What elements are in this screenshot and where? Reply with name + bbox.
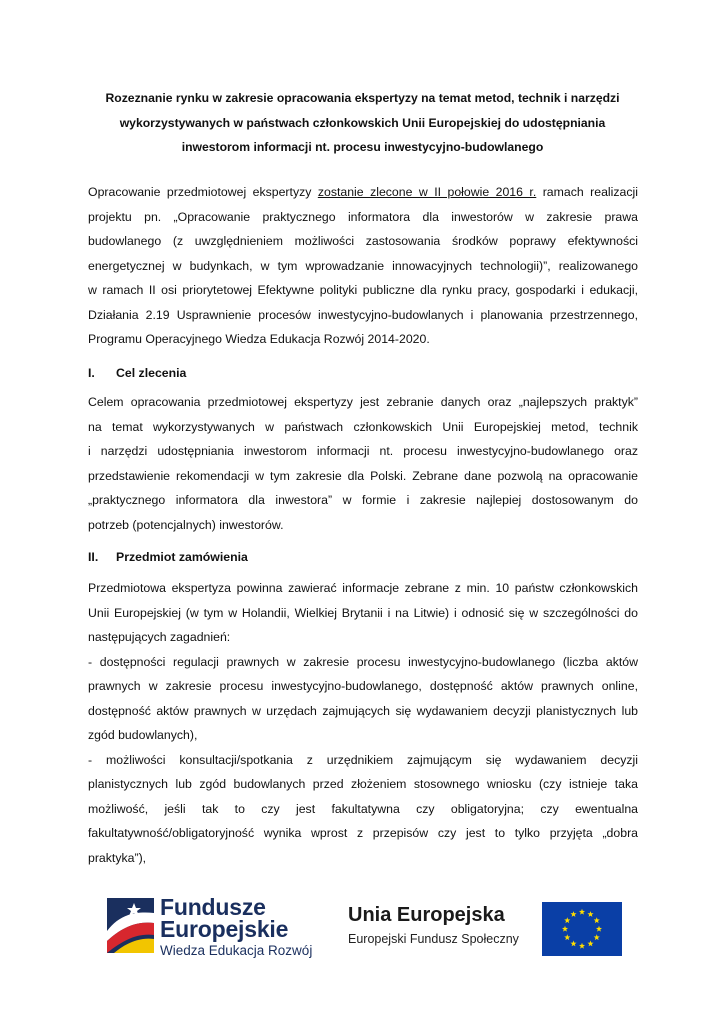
fe-line2: Europejskie bbox=[160, 916, 289, 942]
paragraph-line: Programu Operacyjnego Wiedza Edukacja Rozwój 2014-2020. bbox=[88, 332, 430, 346]
document-title bbox=[70, 86, 655, 160]
fe-line1: Fundusze bbox=[160, 894, 266, 920]
bullet-line: - możliwości konsultacji/spotkania z urzędnikiem zajmującym się wydawaniem decyzji bbox=[88, 752, 638, 767]
bullet-line: praktyka”), bbox=[88, 850, 147, 865]
paragraph-line: Celem opracowania przedmiotowej ekspertyzy jest zebranie danych oraz „najlepszych praktyk” bbox=[88, 395, 638, 409]
paragraph-line: Działania 2.19 Usprawnienie procesów inwestycyjno-budowlanych i planowania przestrzennego, bbox=[88, 307, 638, 322]
ue-line2: Europejski Fundusz Społeczny bbox=[348, 932, 519, 946]
title-line: Rozeznanie rynku w zakresie opracowania ekspertyzy na temat metod, technik i narzędzi bbox=[105, 91, 620, 105]
text-run: Opracowanie przedmiotowej ekspertyzy bbox=[88, 185, 318, 199]
bullet-line: fakultatywność/obligatoryjność wynika wprost z przepisów czy jest to tylko przyjęta „dobra bbox=[88, 826, 638, 840]
section-heading-cel-zlecenia bbox=[88, 363, 186, 383]
text-run: ramach realizacji bbox=[536, 185, 638, 199]
section-number: II. bbox=[88, 550, 99, 564]
bullet-line: zgód budowlanych), bbox=[88, 728, 198, 742]
section-heading-przedmiot-zamowienia bbox=[88, 547, 248, 567]
paragraph-line bbox=[88, 180, 638, 205]
paragraph-line: energetycznej w budynkach, w tym wprowadzanie innowacyjnych technologii)”, realizowanego bbox=[88, 258, 638, 273]
section-title: Przedmiot zamówienia bbox=[116, 550, 248, 564]
section1-paragraph bbox=[88, 390, 638, 537]
fe-line3: Wiedza Edukacja Rozwój bbox=[160, 943, 313, 958]
paragraph-line: w ramach II osi priorytetowej Efektywne polityki publiczne dla rynku pracy, gospodarki i edukacji, bbox=[88, 283, 638, 297]
paragraph-line: budowlanego (z uwzględnieniem możliwości zastosowania środków poprawy efektywności bbox=[88, 234, 638, 248]
paragraph-line: na temat wykorzystywanych w państwach członkowskich Unii Europejskiej metod, technik bbox=[88, 419, 638, 434]
bullet-line: dostępność aktów prawnych w urzędach zajmujących się wydawaniem decyzji planistycznych lub bbox=[88, 703, 638, 718]
bullet-line: prawnych w zakresie procesu inwestycyjno-budowlanego, dostępność aktów prawnych online, bbox=[88, 679, 638, 693]
paragraph-line: potrzeb (potencjalnych) inwestorów. bbox=[88, 517, 284, 532]
paragraph-line: projektu pn. „Opracowanie praktycznego informatora dla inwestorów w zakresie prawa bbox=[88, 209, 638, 224]
bullet-line: możliwość, jeśli tak to czy jest fakultatywna czy obligatoryjna; czy ewentualna bbox=[88, 801, 638, 816]
ue-line1: Unia Europejska bbox=[348, 904, 505, 926]
title-line: inwestorom informacji nt. procesu inwestycyjno-budowlanego bbox=[181, 140, 544, 154]
bullet-line: planistycznych lub zgód budowlanych przed złożeniem stosownego wniosku (czy istnieje taka bbox=[88, 777, 638, 791]
paragraph-line: Unii Europejskiej (w tym w Holandii, Wielkiej Brytanii i na Litwie) i odnosić się w szczególności do bbox=[88, 605, 638, 620]
paragraph-line: przedstawienie rekomendacji w tym zakresie dla Polski. Zebrane dane pozwolą na opracowanie bbox=[88, 468, 638, 483]
paragraph-line: „praktycznego informatora dla inwestora” w formie i zakresie najlepiej dostosowanym do bbox=[88, 493, 638, 507]
section-title: Cel zlecenia bbox=[116, 366, 187, 380]
section-number: I. bbox=[88, 366, 95, 380]
eu-flag-icon bbox=[542, 902, 622, 956]
title-line: wykorzystywanych w państwach członkowskich Unii Europejskiej do udostępniania bbox=[119, 115, 606, 130]
bullet-line: - dostępności regulacji prawnych w zakresie procesu inwestycyjno-budowlanego (liczba aktów bbox=[88, 654, 638, 669]
section2-paragraph bbox=[88, 576, 638, 870]
underlined-date-text: zostanie zlecone w II połowie 2016 r. bbox=[317, 185, 537, 199]
unia-europejska-text bbox=[348, 903, 519, 947]
paragraph-line: i narzędzi udostępniania inwestorom informacji nt. procesu inwestycyjno-budowlanego oraz bbox=[88, 444, 638, 458]
paragraph-line: następujących zagadnień: bbox=[88, 630, 231, 644]
fundusze-europejskie-text bbox=[160, 896, 312, 960]
paragraph-line: Przedmiotowa ekspertyza powinna zawierać informacje zebrane z min. 10 państw członkowskich bbox=[88, 581, 638, 595]
intro-paragraph bbox=[88, 180, 638, 352]
